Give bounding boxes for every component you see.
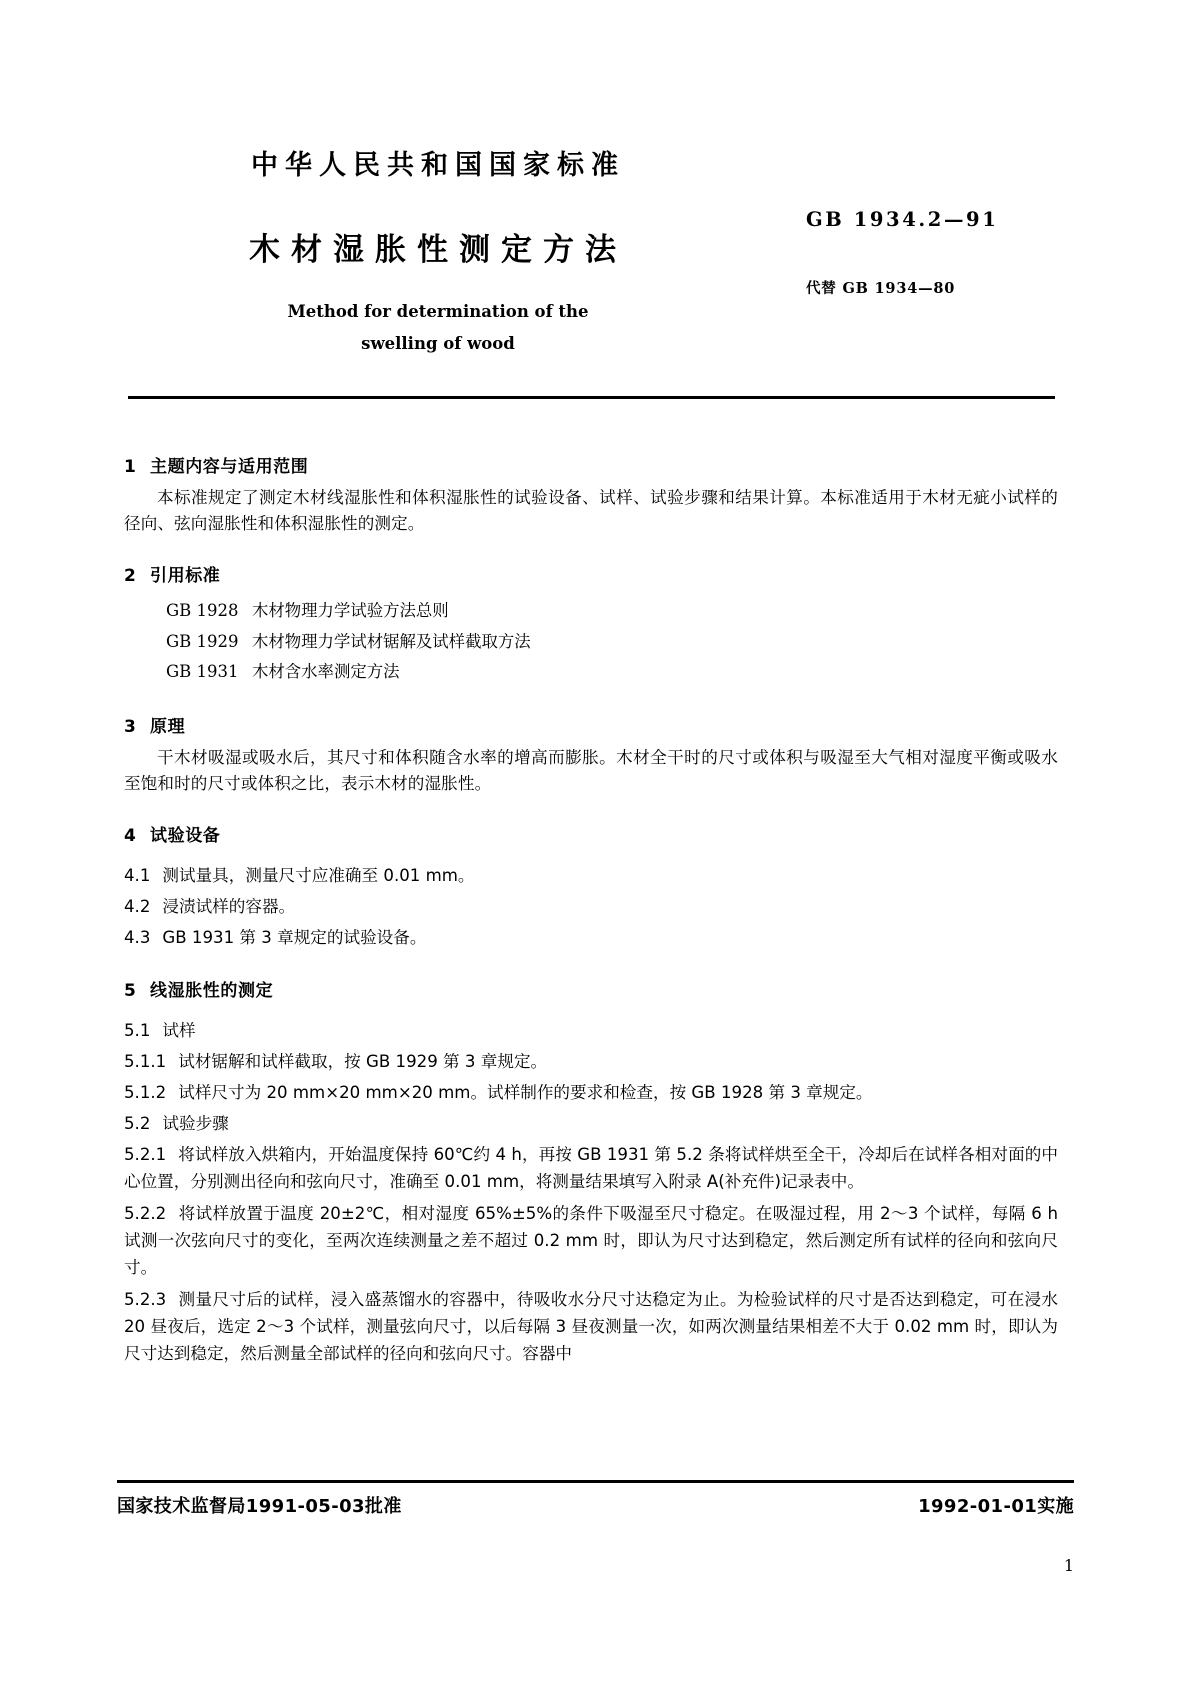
reference-code: GB 1928 [166,601,239,621]
national-standard-label: 中华人民共和国国家标准 [251,150,625,181]
clause-5-2 [124,1110,1058,1137]
clause-text: 测试量具，测量尺寸应准确至 0.01 mm。 [162,866,475,886]
clause-4-3 [124,924,1058,951]
footer-row [117,1492,1074,1518]
clause-text: 试验步骤 [162,1113,229,1133]
section-3-title: 原理 [150,716,186,737]
clause-number: 5.1.2 [124,1082,167,1102]
clause-number: 4.2 [124,897,151,917]
clause-number: 5.2.1 [124,1144,167,1164]
reference-code: GB 1929 [166,631,239,651]
clause-5-2-3 [124,1286,1058,1367]
section-1-title: 主题内容与适用范围 [150,457,309,477]
reference-name: 木材物理力学试材锯解及试样截取方法 [252,631,531,651]
list-item [124,627,1058,658]
clause-5-1-2 [124,1079,1058,1106]
spacer [124,1009,1058,1017]
implementation-date: 1992-01-01实施 [918,1496,1074,1517]
clause-4-2 [124,893,1058,920]
referenced-standards-list [124,596,1058,688]
page-number: 1 [1063,1556,1074,1575]
section-5-title: 线湿胀性的测定 [150,980,274,1001]
clause-text: 试样 [162,1020,196,1040]
clause-number: 4.3 [124,928,151,948]
clause-number: 5.1.1 [124,1051,167,1071]
header-left-block [128,150,748,360]
spacer [124,854,1058,862]
section-1-paragraph: 本标准规定了测定木材线湿胀性和体积湿胀性的试验设备、试样、试验步骤和结果计算。本标准适用于木材无疵小试样的径向、弦向湿胀性和体积湿胀性的测定。 [124,488,1058,534]
reference-name: 木材含水率测定方法 [252,662,400,682]
clause-number: 4.1 [124,866,151,886]
clause-number: 5.2 [124,1113,151,1133]
clause-text: 测量尺寸后的试样，浸入盛蒸馏水的容器中，待吸收水分尺寸达稳定为止。为检验试样的尺寸是否达到稳定，可在浸水 20 昼夜后，选定 2～3 个试样，测量弦向尺寸，以后每隔 3 昼夜测量一次，如两次测量结果相差不大于 0.02 mm 时，即认为尺寸达到稳定，然后测量全部试样的径向和弦向尺寸。容器中 [124,1289,1058,1364]
clause-5-1-1 [124,1048,1058,1075]
document-title-chinese: 木材湿胀性测定方法 [249,232,627,269]
document-body [124,428,1058,1372]
standard-replaces-note: 代替 GB 1934—80 [806,280,956,297]
section-heading-2 [124,561,1058,586]
section-heading-3 [124,712,1058,737]
footer-divider-rule [117,1480,1074,1483]
section-5-number: 5 [124,980,137,1001]
section-heading-4 [124,821,1058,846]
document-title-english [128,296,748,360]
section-heading-1 [124,452,1058,477]
clause-text: GB 1931 第 3 章规定的试验设备。 [162,928,427,948]
section-2-title: 引用标准 [150,566,221,587]
title-english-line-1: Method for determination of the [287,301,589,321]
section-3-number: 3 [124,716,137,737]
document-footer [117,1492,1074,1518]
clause-4-1 [124,862,1058,889]
clause-number: 5.2.3 [124,1289,167,1309]
header-right-block [748,208,1058,298]
title-english-line-2: swelling of wood [361,333,515,353]
clause-number: 5.2.2 [124,1203,167,1223]
clause-5-2-1 [124,1141,1058,1195]
header-divider-rule [128,396,1055,399]
standard-number: GB 1934.2—91 [806,208,999,231]
clause-text: 将试样放入烘箱内，开始温度保持 60℃约 4 h，再按 GB 1931 第 5.2 条将试样烘至全干，冷却后在试样各相对面的中心位置，分别测出径向和弦向尺寸，准确至 0.01 mm，将测量结果填写入附录 A(补充件)记录表中。 [124,1144,1058,1191]
section-4-number: 4 [124,826,137,847]
reference-code: GB 1931 [166,662,239,682]
list-item [124,596,1058,627]
clause-text: 浸渍试样的容器。 [162,897,296,917]
section-3-paragraph: 干木材吸湿或吸水后，其尺寸和体积随含水率的增高而膨胀。木材全干时的尺寸或体积与吸湿至大气相对湿度平衡或吸水至饱和时的尺寸或体积之比，表示木材的湿胀性。 [124,747,1058,794]
clause-text: 将试样放置于温度 20±2℃，相对湿度 65%±5%的条件下吸湿至尺寸稳定。在吸湿过程，用 2～3 个试样，每隔 6 h 试测一次弦向尺寸的变化，至两次连续测量之差不超过 0.2 mm 时，即认为尺寸达到稳定，然后测定所有试样的径向和弦向尺寸。 [124,1203,1058,1277]
list-item [124,657,1058,688]
reference-name: 木材物理力学试验方法总则 [252,601,449,621]
section-heading-5 [124,976,1058,1001]
clause-5-2-2 [124,1200,1058,1281]
clause-5-1 [124,1017,1058,1044]
clause-text: 试样尺寸为 20 mm×20 mm×20 mm。试样制作的要求和检查，按 GB 1928 第 3 章规定。 [178,1082,873,1102]
section-2-number: 2 [124,566,137,587]
approval-authority-and-date: 国家技术监督局1991-05-03批准 [117,1496,402,1517]
clause-text: 试材锯解和试样截取，按 GB 1929 第 3 章规定。 [178,1051,548,1071]
section-4-title: 试验设备 [150,826,221,847]
clause-number: 5.1 [124,1020,151,1040]
section-1-number: 1 [124,457,137,477]
